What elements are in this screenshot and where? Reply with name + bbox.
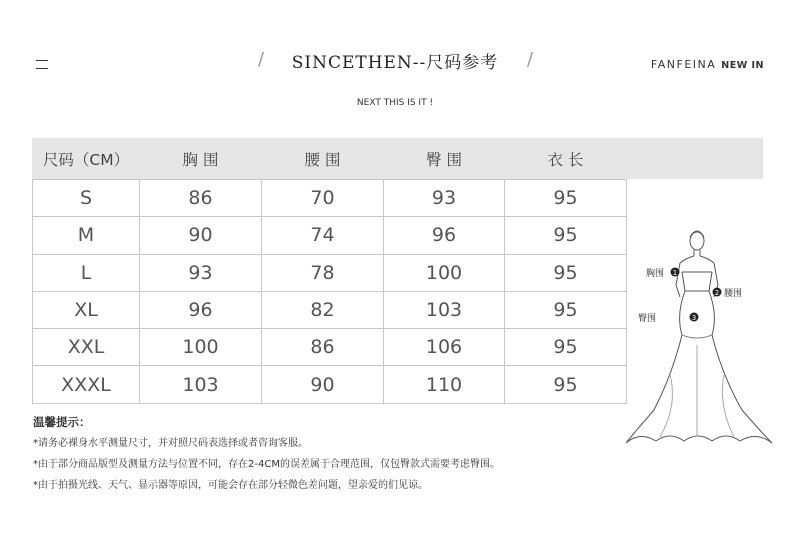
subtitle: NEXT THIS IS IT ! — [356, 98, 434, 108]
table-row — [33, 366, 627, 403]
cell-waist: 82 — [262, 291, 384, 328]
cell-length: 95 — [505, 291, 627, 328]
header-waist: 腰 围 — [262, 138, 384, 180]
cell-size: XXL — [33, 329, 140, 366]
cell-length: 95 — [505, 217, 627, 254]
cell-hip: 100 — [384, 254, 505, 291]
cell-size: L — [33, 254, 140, 291]
cell-length: 95 — [505, 366, 627, 403]
brand-name: FANFEINA — [650, 58, 717, 71]
table-row — [33, 217, 627, 254]
cell-chest: 103 — [140, 366, 262, 403]
table-row — [33, 329, 627, 366]
note-line: *由于部分商品版型及测量方法与位置不同，存在2-4CM的误差属于合理范围，仅包臀款式需要考虑臀围。 — [33, 459, 500, 470]
divider-slash-left: / — [258, 49, 265, 70]
cell-waist: 90 — [262, 366, 384, 403]
cell-size: XXXL — [33, 366, 140, 403]
cell-size: M — [33, 217, 140, 254]
cell-chest: 93 — [140, 254, 262, 291]
cell-hip: 110 — [384, 366, 505, 403]
cell-hip: 93 — [384, 180, 505, 217]
note-line: *由于拍摄光线、天气、显示器等原因，可能会存在部分轻微色差问题，望亲爱的们见谅。 — [33, 480, 428, 491]
cell-hip: 106 — [384, 329, 505, 366]
marker-1-number: 1 — [672, 269, 678, 277]
size-table — [32, 138, 627, 404]
cell-chest: 100 — [140, 329, 262, 366]
page-title: SINCETHEN--尺码参考 — [291, 53, 499, 73]
header-chest: 胸 围 — [140, 138, 262, 180]
table-header-row — [33, 138, 627, 180]
table-row — [33, 180, 627, 217]
cell-length: 95 — [505, 180, 627, 217]
cell-size: S — [33, 180, 140, 217]
cell-length: 95 — [505, 329, 627, 366]
header-hip: 臀 围 — [384, 138, 505, 180]
table-row — [33, 291, 627, 328]
label-waist: 腰围 — [724, 289, 743, 299]
brand-tag: NEW IN — [721, 60, 764, 71]
cell-hip: 103 — [384, 291, 505, 328]
cell-waist: 74 — [262, 217, 384, 254]
cell-length: 95 — [505, 254, 627, 291]
brand-logo — [651, 58, 764, 71]
marker-2-number: 2 — [714, 289, 720, 297]
note-line: *请务必裸身水平测量尺寸，并对照尺码表选择或者咨询客服。 — [33, 438, 308, 449]
cell-chest: 86 — [140, 180, 262, 217]
table-row — [33, 254, 627, 291]
marker-3-number: 3 — [691, 314, 697, 322]
divider-slash-right: / — [527, 49, 534, 70]
header-size: 尺码（CM） — [33, 138, 140, 180]
cell-chest: 90 — [140, 217, 262, 254]
dress-measurement-illustration — [620, 225, 778, 451]
header-length: 衣 长 — [505, 138, 627, 180]
cell-size: XL — [33, 291, 140, 328]
cell-waist: 86 — [262, 329, 384, 366]
label-hip: 臀围 — [638, 314, 657, 324]
cell-chest: 96 — [140, 291, 262, 328]
cell-waist: 78 — [262, 254, 384, 291]
cell-waist: 70 — [262, 180, 384, 217]
cell-hip: 96 — [384, 217, 505, 254]
notes-heading: 温馨提示： — [33, 415, 91, 429]
notes-section — [33, 412, 500, 496]
label-chest: 胸围 — [646, 269, 665, 279]
